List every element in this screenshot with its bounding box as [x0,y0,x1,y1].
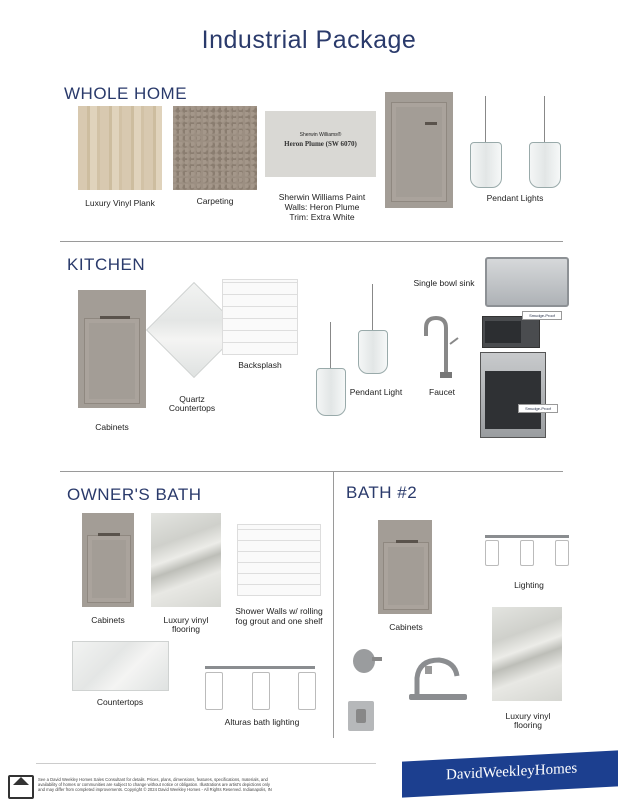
cabinets-caption: Cabinets [95,422,129,432]
bath-light-icon [298,672,316,710]
bath2-cabinets-caption: Cabinets [389,622,423,632]
shower-wall-swatch [237,524,321,596]
faucet-icon [420,314,460,380]
cabinet-swatch [385,92,453,208]
section-owners-bath: OWNER'S BATH [67,485,202,504]
owners-countertops-caption: Countertops [96,697,144,707]
bath2-light-icon [555,540,569,566]
smudge-proof-badge: Smudge-Proof [522,311,562,320]
range-image [480,352,546,438]
owners-countertop-swatch [72,641,169,691]
pendant-light-caption: Pendant Light [349,387,403,397]
sink-caption: Single bowl sink [413,278,475,288]
bath2-flooring-caption-2: flooring [514,720,542,730]
footer-rule [36,763,376,764]
page-title: Industrial Package [201,26,417,54]
bath2-light-bar [485,535,569,538]
paint-brand: Sherwin Williams® [299,132,342,138]
bath-light-icon [205,672,223,710]
divider [60,241,563,242]
bath-faucet-icon [405,652,471,702]
owners-flooring-caption-1: Luxury vinyl [163,615,209,625]
bath2-flooring-caption-1: Luxury vinyl [505,711,551,721]
section-whole-home: WHOLE HOME [64,84,188,103]
lvp-swatch [78,106,162,190]
pendant-light-icon [358,330,388,374]
bath2-light-icon [520,540,534,566]
equal-housing-icon [8,775,34,799]
quartz-caption-1: Quartz [179,394,205,404]
paint-caption-1: Sherwin Williams Paint [278,192,366,202]
disclaimer-line-3: and may differ from completed improvements. Copyright © 2024 David Weekley Homes - All Rights Reserved. Indianapolis, IN [38,787,272,792]
paint-color-name: Heron Plume (SW 6070) [284,140,357,148]
kitchen-cabinet-swatch [78,290,146,408]
backsplash-swatch [222,279,298,355]
shower-caption-2: fog grout and one shelf [235,616,323,626]
showerhead-icon [350,647,384,679]
paint-caption-2: Walls: Heron Plume [284,202,360,212]
brand-banner [402,750,618,797]
brand-logo: DavidWeekleyHomes [446,760,578,784]
backsplash-caption: Backsplash [238,360,282,370]
disclaimer-line-1: See a David Weekley Homes Sales Consultant for details. Prices, plans, dimensions, features, specifications, materials, and [38,777,268,782]
owners-flooring-caption-2: flooring [172,624,200,634]
bath2-lighting-caption: Lighting [514,580,544,590]
faucet-caption: Faucet [429,387,455,397]
owners-flooring-swatch [151,513,221,607]
owners-cabinets-caption: Cabinets [91,615,125,625]
bath2-flooring-swatch [492,607,562,701]
pendant-light-icon [470,142,502,188]
divider [60,471,563,472]
disclaimer-line-2: availability of homes or communities are subject to change without notice or obligation. Illustrations are artist's depictions only [38,782,270,787]
paint-swatch [265,111,376,177]
bath2-cabinet-swatch [378,520,432,614]
lvp-caption: Luxury Vinyl Plank [85,198,155,208]
carpet-swatch [173,106,257,190]
shower-valve-icon [348,701,374,731]
smudge-proof-badge: Smudge-Proof [518,404,558,413]
carpet-caption: Carpeting [196,196,234,206]
sink-image [485,257,569,307]
section-bath2: BATH #2 [346,483,418,502]
quartz-caption-2: Countertops [168,403,216,413]
bath-light-bar [205,666,315,669]
shower-caption-1: Shower Walls w/ rolling [235,606,323,616]
owners-cabinet-swatch [82,513,134,607]
microwave-image [482,316,540,348]
alturas-lighting-caption: Alturas bath lighting [224,717,300,727]
paint-caption-3: Trim: Extra White [289,212,355,222]
pendant-light-icon [316,368,346,416]
vertical-divider [333,472,334,738]
pendant-light-icon [529,142,561,188]
bath-light-icon [252,672,270,710]
section-kitchen: KITCHEN [67,255,146,274]
bath2-light-icon [485,540,499,566]
pendant-lights-caption: Pendant Lights [486,193,544,203]
